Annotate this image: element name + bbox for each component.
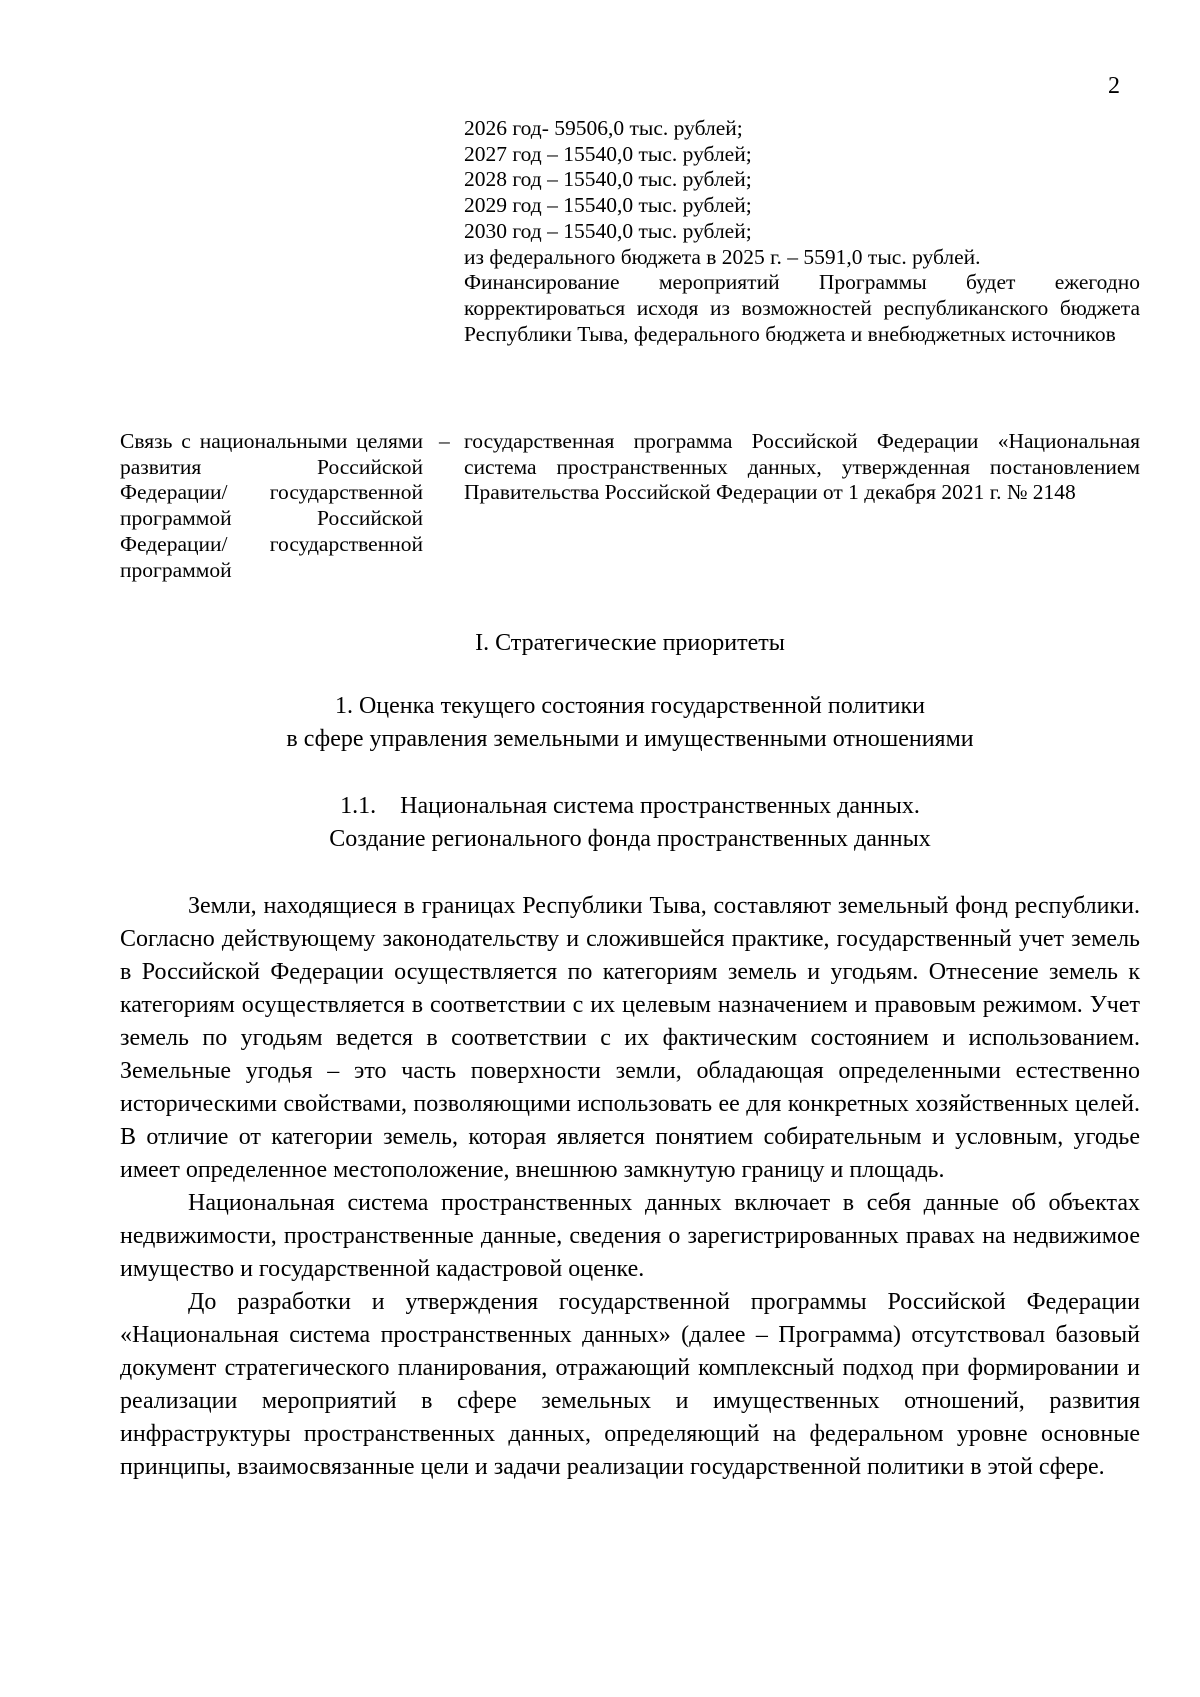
subsection-heading-1-1-line-1: 1.1. Национальная система пространственных данных. — [340, 793, 920, 819]
financing-line-2028: 2028 год – 15540,0 тыс. рублей; — [464, 167, 752, 192]
financing-line-2027: 2027 год – 15540,0 тыс. рублей; — [464, 141, 752, 166]
paragraph-program-background: До разработки и утверждения государственной программы Российской Федерации «Национальная система пространственных данных» (далее – Программа) отсутствовал базовый документ стратегического планирования, отражающий комплексный подход при формировании и реализации мероприятий в сфере земельных и имущественных отношений, развития инфраструктуры пространственных данных, определяющий на федеральном уровне основные принципы, взаимосвязанные цели и задачи реализации государственной политики в этой сфере. — [120, 1289, 1140, 1480]
subsection-heading-1-line-2: в сфере управления земельными и имущественными отношениями — [286, 726, 974, 752]
financing-line-federal: из федерального бюджета в 2025 г. – 5591,0 тыс. рублей. — [464, 244, 981, 269]
section-heading — [120, 627, 1140, 660]
subsection-heading-1-1 — [120, 790, 1140, 856]
national-goals-label: Связь с национальными целями развития Российской Федерации/ государственной программой Российской Федерации/ государственной программой — [120, 429, 423, 582]
section-heading-text: I. Стратегические приоритеты — [475, 630, 785, 656]
financing-line-2030: 2030 год – 15540,0 тыс. рублей; — [464, 218, 752, 243]
paragraph-land-fund: Земли, находящиеся в границах Республики Тыва, составляют земельный фонд республики. Согласно действующему законодательству и сложившейся практике, государственный учет земель в Российской Федерации осуществляется по категориям земель и угодьям. Отнесение земель к категориям осуществляется в соответствии с их целевым назначением и правовым режимом. Учет земель по угодьям ведется в соответствии с их фактическим состоянием и использованием. Земельные угодья – это часть поверхности земли, обладающая определенными естественно историческими свойствами, позволяющими использовать ее для конкретных хозяйственных целей. В отличие от категории земель, которая является понятием собирательным и условным, угодье имеет определенное местоположение, внешнюю замкнутую границу и площадь. — [120, 893, 1140, 1183]
financing-block — [464, 116, 1140, 347]
paragraph-spatial-data-system: Национальная система пространственных данных включает в себя данные об объектах недвижимости, пространственные данные, сведения о зарегистрированных правах на недвижимое имущество и государственной кадастровой оценке. — [120, 1190, 1140, 1282]
financing-line-2029: 2029 год – 15540,0 тыс. рублей; — [464, 193, 752, 218]
subsection-heading-1 — [120, 690, 1140, 756]
subsection-heading-1-1-line-2: Создание регионального фонда пространственных данных — [329, 826, 931, 852]
financing-line-2026: 2026 год- 59506,0 тыс. рублей; — [464, 116, 743, 140]
row-dash: – — [439, 429, 450, 453]
page-number: 2 — [1108, 73, 1120, 99]
body-text — [120, 890, 1140, 1484]
national-goals-value: государственная программа Российской Федерации «Национальная система пространственных данных, утвержденная постановлением Правительства Российской Федерации от 1 декабря 2021 г. № 2148 — [464, 429, 1140, 505]
financing-note: Финансирование мероприятий Программы будет ежегодно корректироваться исходя из возможностей республиканского бюджета Республики Тыва, федерального бюджета и внебюджетных источников — [464, 270, 1140, 346]
subsection-heading-1-line-1: 1. Оценка текущего состояния государственной политики — [334, 693, 926, 719]
